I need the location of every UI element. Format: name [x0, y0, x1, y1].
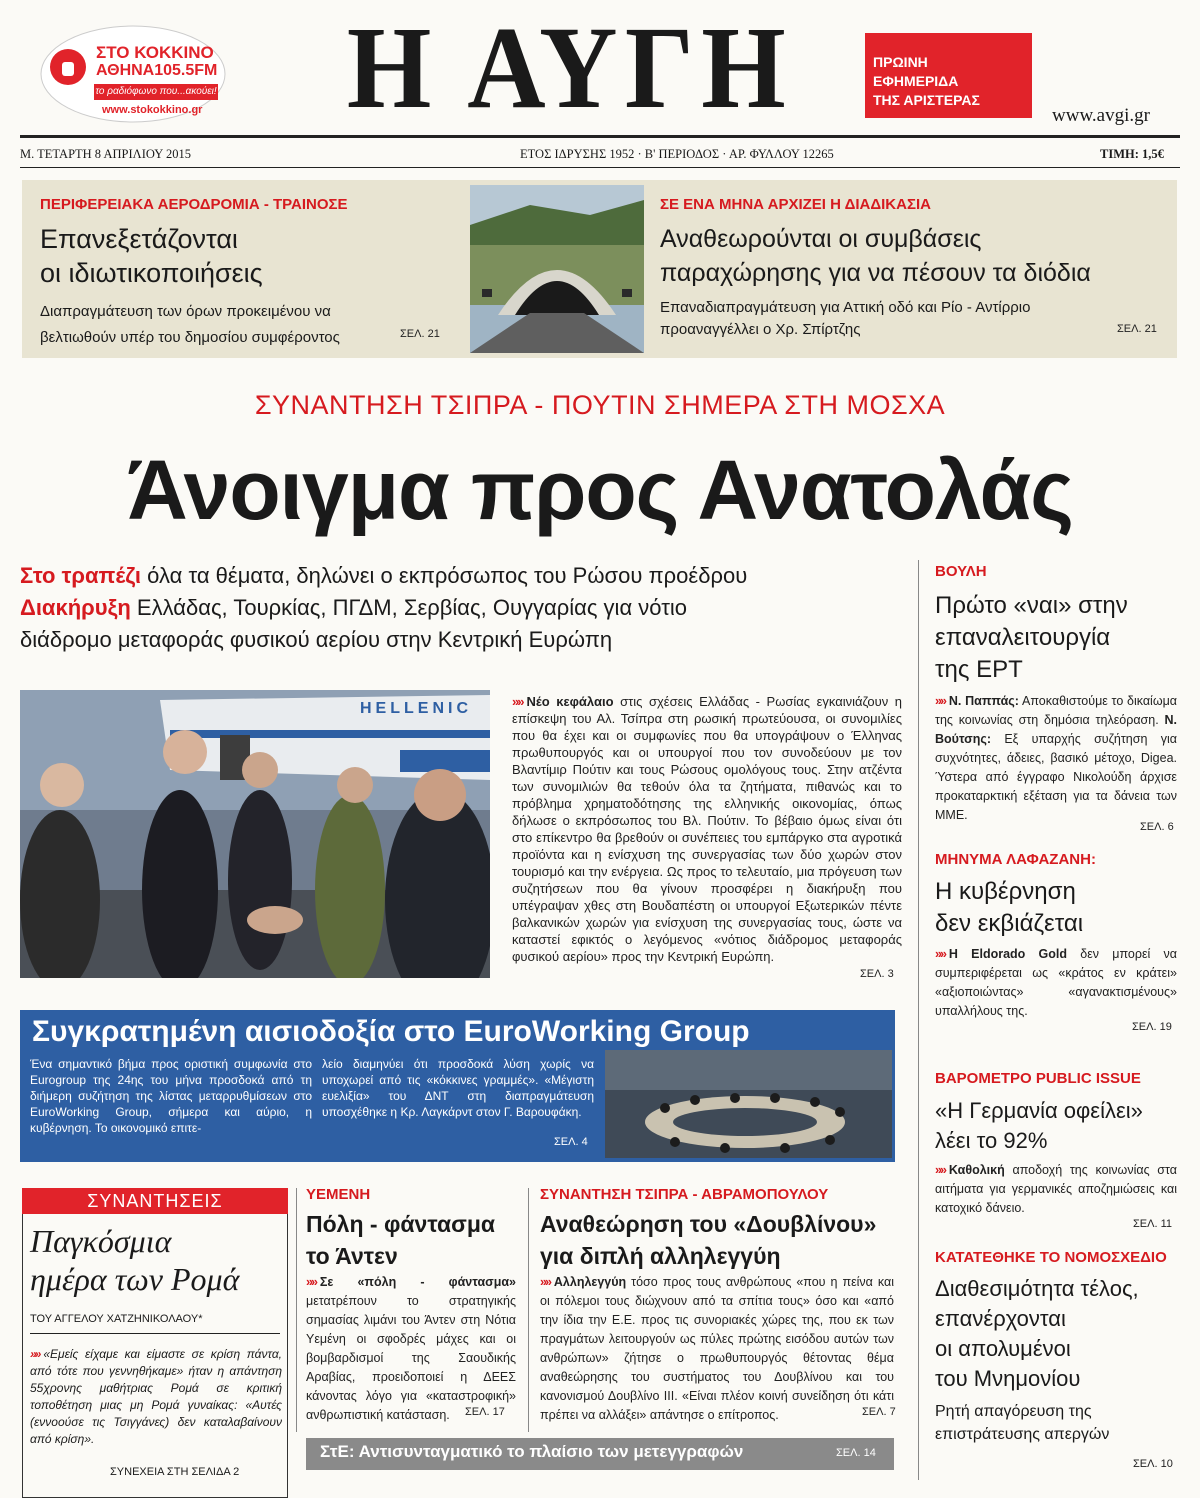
yemen-headline-line: το Άντεν	[306, 1243, 398, 1269]
ert-kicker: ΒΟΥΛΗ	[935, 563, 987, 580]
tagline-line-2: ΕΦΗΜΕΡΙΔΑ	[873, 73, 959, 89]
price: ΤΙΜΗ: 1,5€	[1100, 147, 1164, 161]
bill-kicker: ΚΑΤΑΤΕΘΗΚΕ ΤΟ ΝΟΜΟΣΧΕΔΙΟ	[935, 1249, 1167, 1266]
summary-line: Επαναδιαπραγμάτευση για Αττική οδό και Ρίο - Αντίρριο	[660, 299, 1031, 316]
yemen-kicker: ΥΕΜΕΝΗ	[306, 1186, 371, 1203]
bill-headline-line: οι απολυμένοι	[935, 1336, 1071, 1361]
tagline-box	[865, 33, 1032, 118]
dublin-page: ΣΕΛ. 7	[862, 1406, 896, 1418]
arrow-icon: »»	[935, 947, 945, 961]
dublin-headline-line: για διπλή αλληλεγγύη	[540, 1243, 781, 1269]
dublin-headline[interactable]	[540, 1208, 876, 1272]
lead-body	[512, 693, 902, 965]
lafazanis-kicker: ΜΗΝΥΜΑ ΛΑΦΑΖΑΝΗ:	[935, 851, 1096, 868]
euro-page: ΣΕΛ. 4	[554, 1136, 588, 1148]
roma-body-text: «Εμείς είχαμε και είμαστε σε κρίση πάντα, από τότε που γεννηθήκαμε» ήταν η απάντηση 55χρονης μαθήτριας Ρομά σε κριτική τοποθέτηση μιας μη Ρομά γυναίκας: «Αυτές (εννοούσε τις Τσιγγάνες) δεν καταλαβαίνουν από κρίση».	[30, 1347, 282, 1446]
euro-col-1: Ένα σημαντικό βήμα προς οριστική συμφωνία στο Eurogroup της 24ης του μήνα προσδοκά από τη διήμερη συζήτηση της λίστας μεταρρυθμίσεων στο EuroWorking Group, σήμερα και αύριο, η κυβέρνηση. Το οικονομικό επιτε-	[30, 1057, 312, 1135]
ste-page: ΣΕΛ. 14	[836, 1447, 876, 1459]
barometer-headline[interactable]	[935, 1096, 1143, 1156]
arrow-icon: »»	[30, 1347, 40, 1361]
summary-line: βελτιωθούν υπέρ του δημοσίου συμφέροντος	[40, 329, 340, 346]
tsipras-arrival-photo[interactable]	[20, 690, 490, 978]
bill-page: ΣΕΛ. 10	[1133, 1458, 1173, 1470]
top-right-headline-line: παραχώρησης για να πέσουν τα διόδια	[660, 259, 1091, 287]
lafazanis-page: ΣΕΛ. 19	[1132, 1021, 1172, 1033]
deck-line-2	[20, 592, 920, 624]
barometer-body-text: αποδοχή της κοινωνίας στα αιτήματα για γερμανικές αποζημιώσεις και κατοχικό δάνειο.	[935, 1163, 1177, 1215]
bill-subhead-line: επιστράτευσης απεργών	[935, 1426, 1110, 1443]
masthead-rule	[20, 135, 1180, 138]
barometer-body	[935, 1161, 1177, 1218]
lead-body-text: στις σχέσεις Ελλάδας - Ρωσίας εγκαινιάζουν η επίσκεψη του Αλ. Τσίπρα στη ρωσική πρωτεύουσα, οι συνομιλίες που θα έχει και οι συμφωνίες που θα υπογράψουν ο Έλληνας πρωθυπουργός και οι υπουργοί που τον συνοδεύουν με τον Βλαντίμιρ Πούτιν και τους Ρώσους ομολόγους τους. Στην ατζέντα των συνομιλιών θα τεθούν όλα τα ζητήματα, πιθανώς και το πρόβλημα χρηματοδότησης της ελληνικής οικονομίας, όπως δήλωσε ο εκπρόσωπος του Βλ. Πούτιν. Το βέβαιο όμως είναι ότι στο επίκεντρο θα βρεθούν οι συνέπειες του εμπάργκο στα αγροτικά προϊόντα και η ενίσχυση της συνεργασίας των δύο χωρών στον τουρισμό και την ενέργεια. Ως προς το τελευταίο, μια πρόγευση των συζητήσεων που θα γίνουν προσφέρει η διακήρυξη που υπέγραψαν χθες στη Βουδαπέστη οι υπουργοί Εξωτερικών πέντε βαλκανικών χωρών για ενίσχυση της συνεργασίας τους, ώστε να καταστεί εφικτός ο λεγόμενος «νότιος διάδρομος μεταφοράς φυσικού αερίου» προς την Κεντρική Ευρώπη.	[512, 694, 903, 964]
sidebar-rule	[918, 560, 919, 1480]
top-right-page: ΣΕΛ. 21	[1117, 323, 1157, 335]
date-rule	[20, 167, 1180, 168]
roma-body	[30, 1346, 282, 1448]
lead-deck	[20, 560, 920, 656]
barometer-headline-line: λέει το 92%	[935, 1128, 1048, 1153]
yemen-headline-line: Πόλη - φάντασμα	[306, 1211, 496, 1237]
top-left-page: ΣΕΛ. 21	[400, 328, 440, 340]
deck-line-1	[20, 560, 920, 592]
roma-kicker: ΣΥΝΑΝΤΗΣΕΙΣ	[22, 1188, 288, 1214]
bill-headline-line: Διαθεσιμότητα τέλος,	[935, 1276, 1139, 1301]
top-left-headline-line: Επανεξετάζονται	[40, 224, 238, 254]
top-right-headline[interactable]	[660, 222, 1091, 290]
summary-line: Διαπραγμάτευση των όρων προκειμένου να	[40, 303, 331, 320]
column-rule	[296, 1188, 297, 1432]
deck-line-3: διάδρομο μεταφοράς φυσικού αερίου στην Κεντρική Ευρώπη	[20, 627, 613, 652]
top-right-headline-line: Αναθεωρούνται οι συμβάσεις	[660, 225, 982, 253]
ert-speaker-2: Ν. Βούτσης:	[935, 713, 1177, 746]
lafazanis-body-text: δεν μπορεί να συμπεριφέρεται ως «κράτος εν κράτει» «αξιοποιώντας» «αγανακτισμένους» υπαλλήλους της.	[935, 947, 1177, 1018]
euro-headline[interactable]: Συγκρατημένη αισιοδοξία στο EuroWorking Group	[32, 1015, 750, 1048]
lead-kicker: ΣΥΝΑΝΤΗΣΗ ΤΣΙΠΡΑ - ΠΟΥΤΙΝ ΣΗΜΕΡΑ ΣΤΗ ΜΟΣΧΑ	[254, 390, 946, 420]
tagline-line-3: ΤΗΣ ΑΡΙΣΤΕΡΑΣ	[873, 92, 980, 108]
lead-body-lead-in: Νέο κεφάλαιο	[526, 694, 614, 709]
meeting-photo[interactable]	[605, 1050, 892, 1158]
yemen-lead-in: Σε «πόλη - φάντασμα»	[319, 1275, 516, 1289]
roma-headline-line: Παγκόσμια	[30, 1223, 172, 1259]
author-rule	[30, 1333, 280, 1334]
arrow-icon: »»	[306, 1275, 316, 1289]
roma-headline[interactable]	[30, 1222, 239, 1298]
dublin-headline-line: Αναθεώρηση του «Δουβλίνου»	[540, 1211, 877, 1237]
radio-tagline: το ραδιόφωνο που...ακούει!	[94, 84, 218, 100]
dublin-kicker: ΣΥΝΑΝΤΗΣΗ ΤΣΙΠΡΑ - ΑΒΡΑΜΟΠΟΥΛΟΥ	[540, 1186, 829, 1203]
lead-headline[interactable]: Άνοιγμα προς Ανατολάς	[127, 443, 1073, 537]
radio-name: ΣΤΟ ΚΟΚΚΙΝΟ	[96, 43, 214, 62]
roma-headline-line: ημέρα των Ρομά	[30, 1261, 240, 1297]
lafazanis-headline-line: δεν εκβιάζεται	[935, 910, 1084, 937]
ste-banner[interactable]	[306, 1438, 894, 1470]
yemen-body	[306, 1273, 516, 1425]
ert-quote-2: Εξ υπαρχής συζήτηση για συχνότητες, άδειες, βασικό μέτοχο, Digea. Ύστερα από έγγραφο Νικολούδη άρχισε προκαταρκτική εξέταση για τα δάνεια των ΜΜΕ.	[935, 732, 1177, 822]
ste-text: ΣτΕ: Αντισυνταγματικό το πλαίσιο των μετεγγραφών	[320, 1442, 744, 1461]
barometer-kicker: ΒΑΡΟΜΕΤΡΟ PUBLIC ISSUE	[935, 1070, 1141, 1087]
issue-number: ΕΤΟΣ ΙΔΡΥΣΗΣ 1952 · Β' ΠΕΡΙΟΔΟΣ · ΑΡ. ΦΥΛΛΟΥ 12265	[520, 147, 834, 161]
arrow-icon: »»	[935, 694, 945, 708]
ert-speaker-1: Ν. Παππάς:	[948, 694, 1019, 708]
deck-text: όλα τα θέματα, δηλώνει ο εκπρόσωπος του Ρώσου προέδρου	[141, 563, 748, 588]
arrow-icon: »»	[935, 1163, 945, 1177]
ert-headline-line: της ΕΡΤ	[935, 656, 1023, 683]
top-left-kicker: ΠΕΡΙΦΕΡΕΙΑΚΑ ΑΕΡΟΔΡΟΜΙΑ - ΤΡΑΙΝΟΣΕ	[40, 196, 348, 213]
ert-headline-line: Πρώτο «ναι» στην	[935, 592, 1128, 619]
bill-headline-line: επανέρχονται	[935, 1306, 1066, 1331]
top-right-kicker: ΣΕ ΕΝΑ ΜΗΝΑ ΑΡΧΙΖΕΙ Η ΔΙΑΔΙΚΑΣΙΑ	[660, 196, 931, 213]
top-left-headline[interactable]	[40, 222, 263, 290]
deck-text: Ελλάδας, Τουρκίας, ΠΓΔΜ, Σερβίας, Ουγγαρίας για νότιο	[130, 595, 688, 620]
lafazanis-headline-line: Η κυβέρνηση	[935, 878, 1076, 905]
lafazanis-headline[interactable]	[935, 876, 1083, 940]
arrow-icon: »»	[540, 1275, 550, 1289]
ert-headline[interactable]	[935, 590, 1128, 686]
dublin-body	[540, 1273, 894, 1425]
dublin-body-text: τόσο προς τους ανθρώπους «που η πείνα και οι πόλεμοι τους διώχνουν από τα σπίτια τους» όσο και «από την ίδια την Ε.Ε. προς τις συνοριακές χώρες της, που εκ των πραγμάτων λειτουργούν ως πύλες πρώτης εισόδου αυτών των ανθρώπων» ζήτησε ο πρωθυπουργός θέτοντας θέμα αναθεώρησης του συστήματος του Δουβλίνου και του κανονισμού Δουβλίνο ΙΙΙ. «Είναι πλέον κοινή συνείδηση ότι κάτι πρέπει να αλλάξει» απάντησε ο επίτροπος.	[540, 1275, 894, 1422]
yemen-headline[interactable]	[306, 1208, 495, 1272]
yemen-body-text: μετατρέπουν το στρατηγικής σημασίας λιμάνι του Άντεν στη Νότια Υεμένη οι σφοδρές μάχες και οι βομβαρδισμοί της Σαουδικής Αραβίας, προειδοποιεί η ΔΕΕΣ κάνοντας λόγο για «καταστροφική» ανθρωπιστική κατάσταση.	[306, 1294, 516, 1422]
plane-livery-text: HELLENIC	[360, 700, 472, 717]
arrow-icon: »»	[512, 694, 523, 709]
tunnel-photo[interactable]	[470, 185, 644, 353]
ert-headline-line: επαναλειτουργία	[935, 624, 1111, 651]
roma-continue[interactable]: ΣΥΝΕΧΕΙΑ ΣΤΗ ΣΕΛΙΔΑ 2	[110, 1466, 240, 1478]
top-left-summary	[40, 299, 460, 351]
euro-col-2: λείο διαμηνύει ότι προσδοκά λύση χωρίς να υποχωρεί από τις «κόκκινες γραμμές». «Μέγιστη ευελιξία» του ΔΝΤ στη διαπραγμάτευση υποσχέθηκε η Κρ. Λαγκάρντ στον Γ. Βαρουφάκη.	[322, 1057, 594, 1119]
radio-logo[interactable]	[38, 22, 228, 126]
column-rule	[528, 1188, 529, 1432]
newspaper-title: Η ΑΥΓΗ	[346, 2, 794, 133]
lafazanis-body	[935, 945, 1177, 1021]
roma-author: ΤΟΥ ΑΓΓΕΛΟΥ ΧΑΤΖΗΝΙΚΟΛΑΟΥ*	[30, 1313, 203, 1325]
bill-subhead	[935, 1400, 1109, 1446]
top-right-summary	[660, 297, 1160, 341]
radio-url[interactable]: www.stokokkino.gr	[102, 104, 203, 116]
dublin-lead-in: Αλληλεγγύη	[553, 1275, 627, 1289]
bill-subhead-line: Ρητή απαγόρευση της	[935, 1403, 1092, 1420]
radio-frequency: ΑΘΗΝΑ105.5FM	[96, 62, 218, 79]
website-link[interactable]: www.avgi.gr	[1052, 105, 1150, 126]
ert-quote-1: Αποκαθιστούμε το δικαίωμα της κοινωνίας στη δημόσια τηλεόραση.	[935, 694, 1178, 727]
barometer-headline-line: «Η Γερμανία οφείλει»	[935, 1098, 1143, 1123]
ert-body	[935, 692, 1177, 825]
summary-line: προαναγγέλλει ο Χρ. Σπίρτζης	[660, 321, 861, 338]
barometer-lead-in: Καθολική	[948, 1163, 1005, 1177]
barometer-page: ΣΕΛ. 11	[1133, 1218, 1173, 1230]
top-left-headline-line: οι ιδιωτικοποιήσεις	[40, 258, 263, 288]
lead-page: ΣΕΛ. 3	[860, 968, 894, 980]
tagline-line-1: ΠΡΩΙΝΗ	[873, 54, 928, 70]
issue-date: Μ. ΤΕΤΑΡΤΗ 8 ΑΠΡΙΛΙΟΥ 2015	[20, 147, 191, 161]
yemen-page: ΣΕΛ. 17	[465, 1406, 505, 1418]
deck-highlight: Διακήρυξη	[20, 595, 131, 620]
lafazanis-lead-in: Η Eldorado Gold	[948, 947, 1068, 961]
ert-page: ΣΕΛ. 6	[1140, 821, 1174, 833]
bill-headline-line: του Μνημονίου	[935, 1366, 1081, 1391]
deck-highlight: Στο τραπέζι	[20, 563, 142, 588]
bill-headline[interactable]	[935, 1274, 1139, 1394]
